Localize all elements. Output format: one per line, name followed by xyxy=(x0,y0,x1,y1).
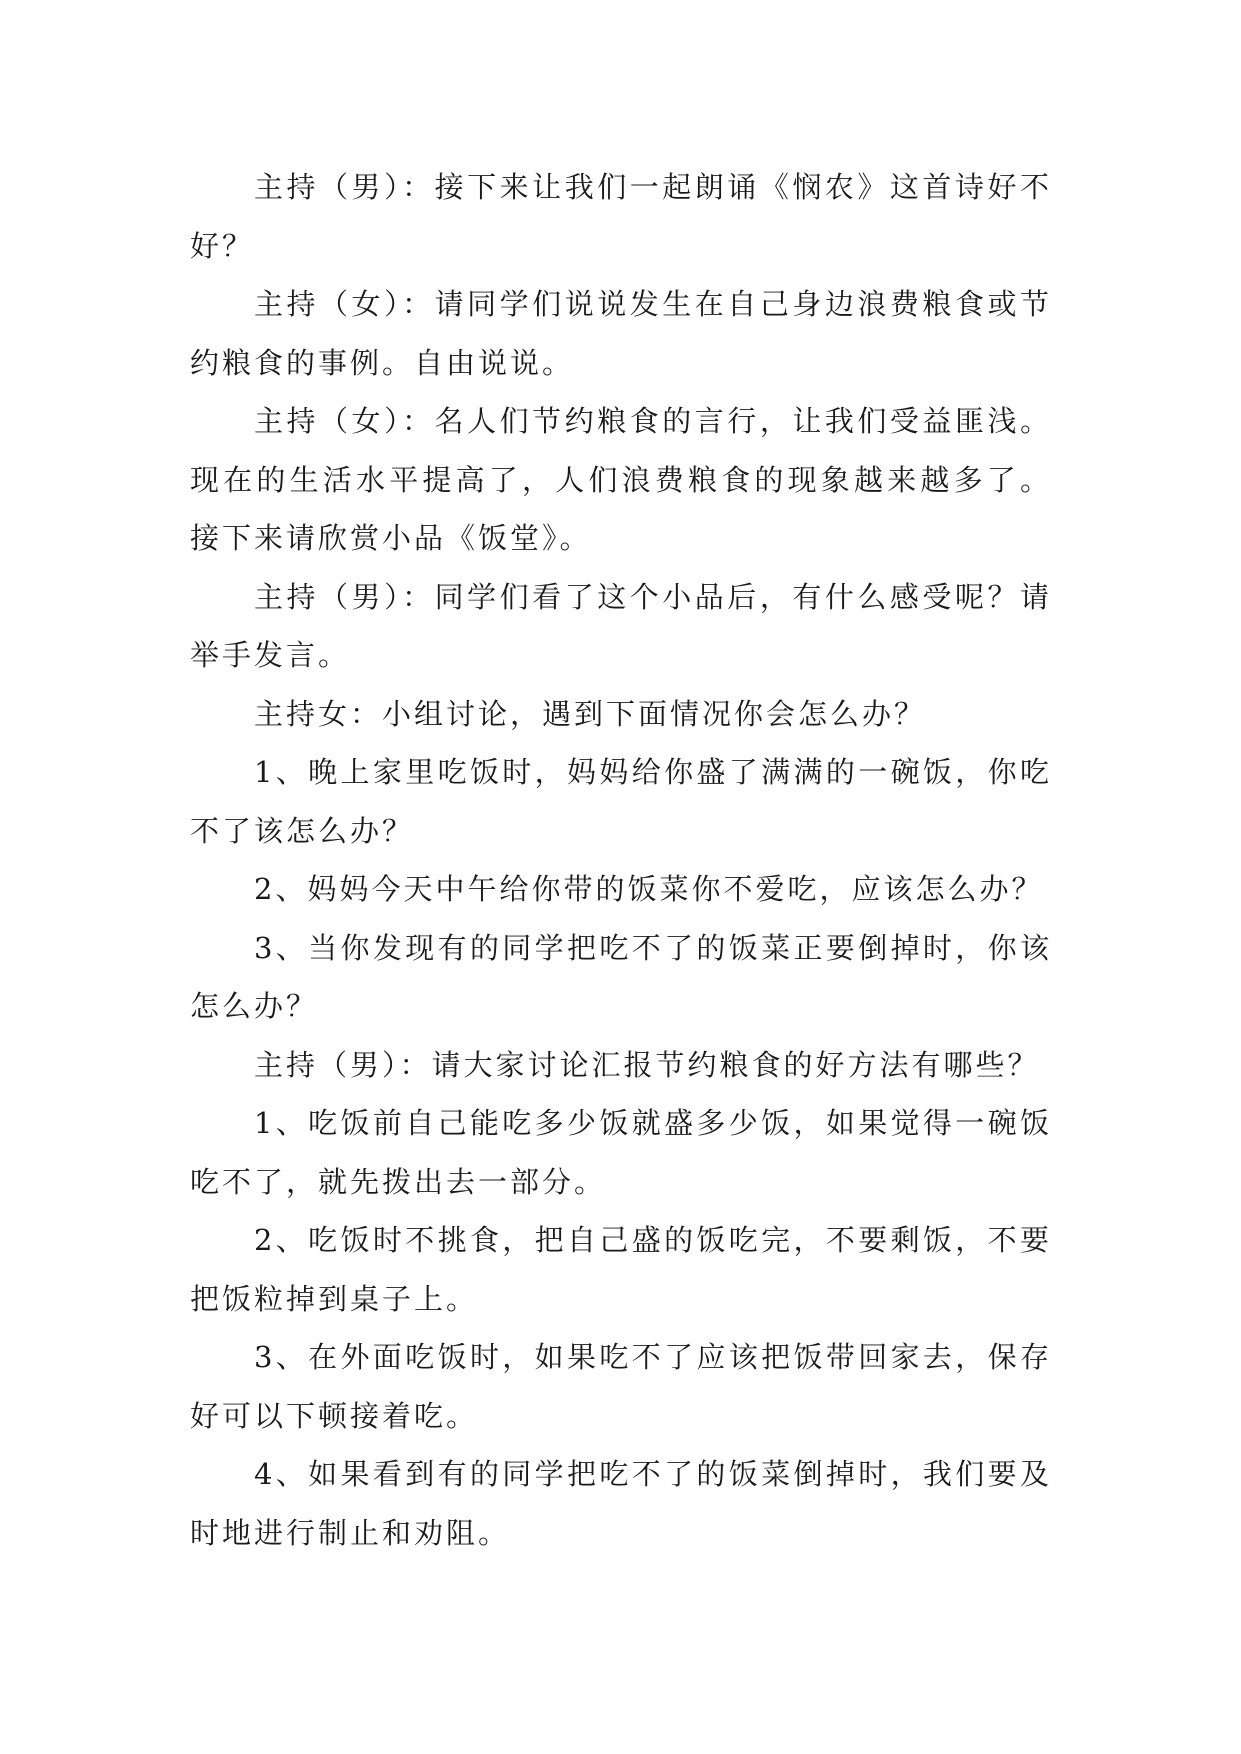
paragraph-host-female-discussion: 主持女：小组讨论，遇到下面情况你会怎么办？ xyxy=(254,696,927,731)
paragraph-method-1: 1、吃饭前自己能吃多少饭就盛多少饭，如果觉得一碗饭吃不了，就先拨出去一部分。 xyxy=(190,1106,1052,1199)
paragraph-method-2: 2、吃饭时不挑食，把自己盛的饭吃完，不要剩饭，不要把饭粒掉到桌子上。 xyxy=(190,1223,1052,1316)
paragraph-host-male-methods: 主持（男）：请大家讨论汇报节约粮食的好方法有哪些？ xyxy=(254,1047,1040,1082)
paragraph-host-male-feelings: 主持（男）：同学们看了这个小品后，有什么感受呢？请举手发言。 xyxy=(190,579,1052,672)
document-body xyxy=(190,158,1052,1562)
paragraph-method-4: 4、如果看到有的同学把吃不了的饭菜倒掉时，我们要及时地进行制止和劝阻。 xyxy=(190,1457,1052,1550)
paragraph-question-1: 1、晚上家里吃饭时，妈妈给你盛了满满的一碗饭，你吃不了该怎么办？ xyxy=(190,755,1052,848)
paragraph-host-female-examples: 主持（女）：请同学们说说发生在自己身边浪费粮食或节约粮食的事例。自由说说。 xyxy=(190,287,1052,380)
paragraph-host-female-skit: 主持（女）：名人们节约粮食的言行，让我们受益匪浅。现在的生活水平提高了，人们浪费粮食的现象越来越多了。接下来请欣赏小品《饭堂》。 xyxy=(190,404,1052,555)
paragraph-question-2: 2、妈妈今天中午给你带的饭菜你不爱吃，应该怎么办？ xyxy=(254,872,1044,906)
paragraph-method-3: 3、在外面吃饭时，如果吃不了应该把饭带回家去，保存好可以下顿接着吃。 xyxy=(190,1340,1052,1433)
paragraph-host-male-recite: 主持（男）：接下来让我们一起朗诵《悯农》这首诗好不好？ xyxy=(190,170,1052,263)
paragraph-question-3: 3、当你发现有的同学把吃不了的饭菜正要倒掉时，你该怎么办？ xyxy=(190,930,1052,1023)
